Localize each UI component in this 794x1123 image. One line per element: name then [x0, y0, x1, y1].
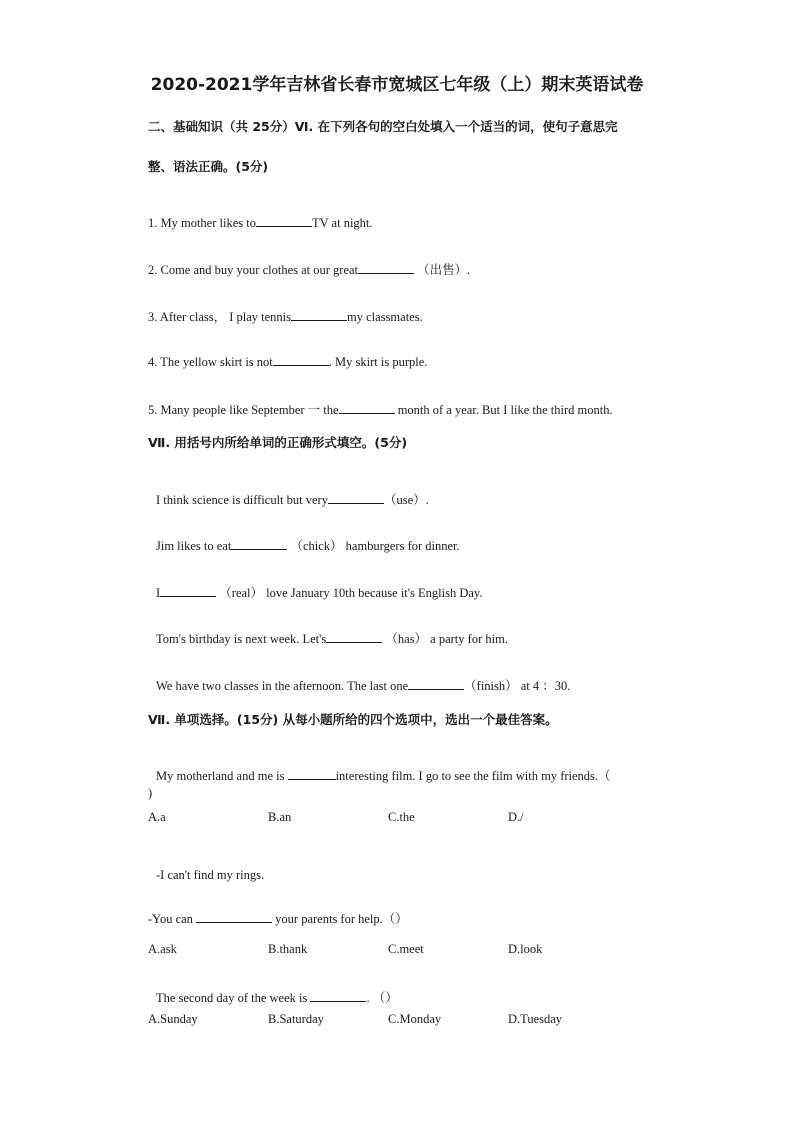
answer-blank[interactable]: [310, 989, 366, 1002]
page-title: 2020-2021学年吉林省长春市宽城区七年级（上）期末英语试卷: [150, 75, 644, 95]
choice-q1-option-c[interactable]: C.the: [388, 810, 415, 824]
answer-blank[interactable]: [339, 401, 395, 414]
answer-blank[interactable]: [326, 630, 382, 643]
form-item-2: Jim likes to eat （chick） hamburgers for dinner.: [156, 539, 460, 553]
answer-blank[interactable]: [160, 584, 216, 597]
choice-q2-option-d[interactable]: D.look: [508, 942, 543, 956]
fill-item-1: 1. My mother likes to TV at night.: [148, 216, 373, 230]
section-forms-heading: Ⅶ. 用括号内所给单词的正确形式填空。(5分): [148, 435, 408, 450]
answer-blank[interactable]: [231, 537, 287, 550]
choice-q2-dialog: -I can't find my rings.: [156, 868, 265, 882]
choice-q1-stem-cont: ): [148, 786, 153, 800]
answer-blank[interactable]: [291, 308, 347, 321]
fill-item-4: 4. The yellow skirt is not . My skirt is purple.: [148, 355, 428, 369]
answer-blank[interactable]: [196, 910, 272, 923]
form-item-1: I think science is difficult but very （use）.: [156, 493, 429, 507]
form-item-3: I （real） love January 10th because it's English Day.: [156, 586, 483, 600]
fill-item-3: 3. After class， I play tennis my classmates.: [148, 310, 423, 324]
choice-q3-option-a[interactable]: A.Sunday: [148, 1012, 198, 1026]
answer-blank[interactable]: [408, 677, 464, 690]
section-choice-heading: Ⅶ. 单项选择。(15分) 从每小题所给的四个选项中，选出一个最佳答案。: [148, 712, 558, 727]
fill-item-5: 5. Many people like September 一 the month of a year. But I like the third month.: [148, 403, 613, 417]
choice-q2-stem: -You can your parents for help.（）: [148, 912, 408, 926]
choice-q1-option-b[interactable]: B.an: [268, 810, 292, 824]
form-item-4: Tom's birthday is next week. Let's （has） a party for him.: [156, 632, 508, 646]
section-basic-heading-cont: 整、语法正确。(5分): [148, 159, 269, 174]
choice-q1-option-a[interactable]: A.a: [148, 810, 166, 824]
answer-blank[interactable]: [273, 353, 329, 366]
answer-blank[interactable]: [358, 261, 414, 274]
answer-blank[interactable]: [288, 767, 336, 780]
choice-q1-stem: My motherland and me is interesting film. I go to see the film with my friends.（: [156, 769, 611, 783]
choice-q2-option-c[interactable]: C.meet: [388, 942, 424, 956]
section-basic-heading: 二、基础知识（共 25分）Ⅵ. 在下列各句的空白处填入一个适当的词，使句子意思完: [148, 119, 618, 134]
answer-blank[interactable]: [328, 491, 384, 504]
choice-q3-option-c[interactable]: C.Monday: [388, 1012, 442, 1026]
choice-q3-stem: The second day of the week is . （）: [156, 991, 398, 1005]
answer-blank[interactable]: [256, 214, 312, 227]
choice-q1-option-d[interactable]: D./: [508, 810, 524, 824]
choice-q3-option-b[interactable]: B.Saturday: [268, 1012, 324, 1026]
choice-q3-option-d[interactable]: D.Tuesday: [508, 1012, 563, 1026]
form-item-5: We have two classes in the afternoon. The last one （finish） at 4 ：30.: [156, 679, 571, 693]
choice-q2-option-a[interactable]: A.ask: [148, 942, 177, 956]
choice-q2-option-b[interactable]: B.thank: [268, 942, 308, 956]
fill-item-2: 2. Come and buy your clothes at our great （出售）.: [148, 263, 471, 277]
